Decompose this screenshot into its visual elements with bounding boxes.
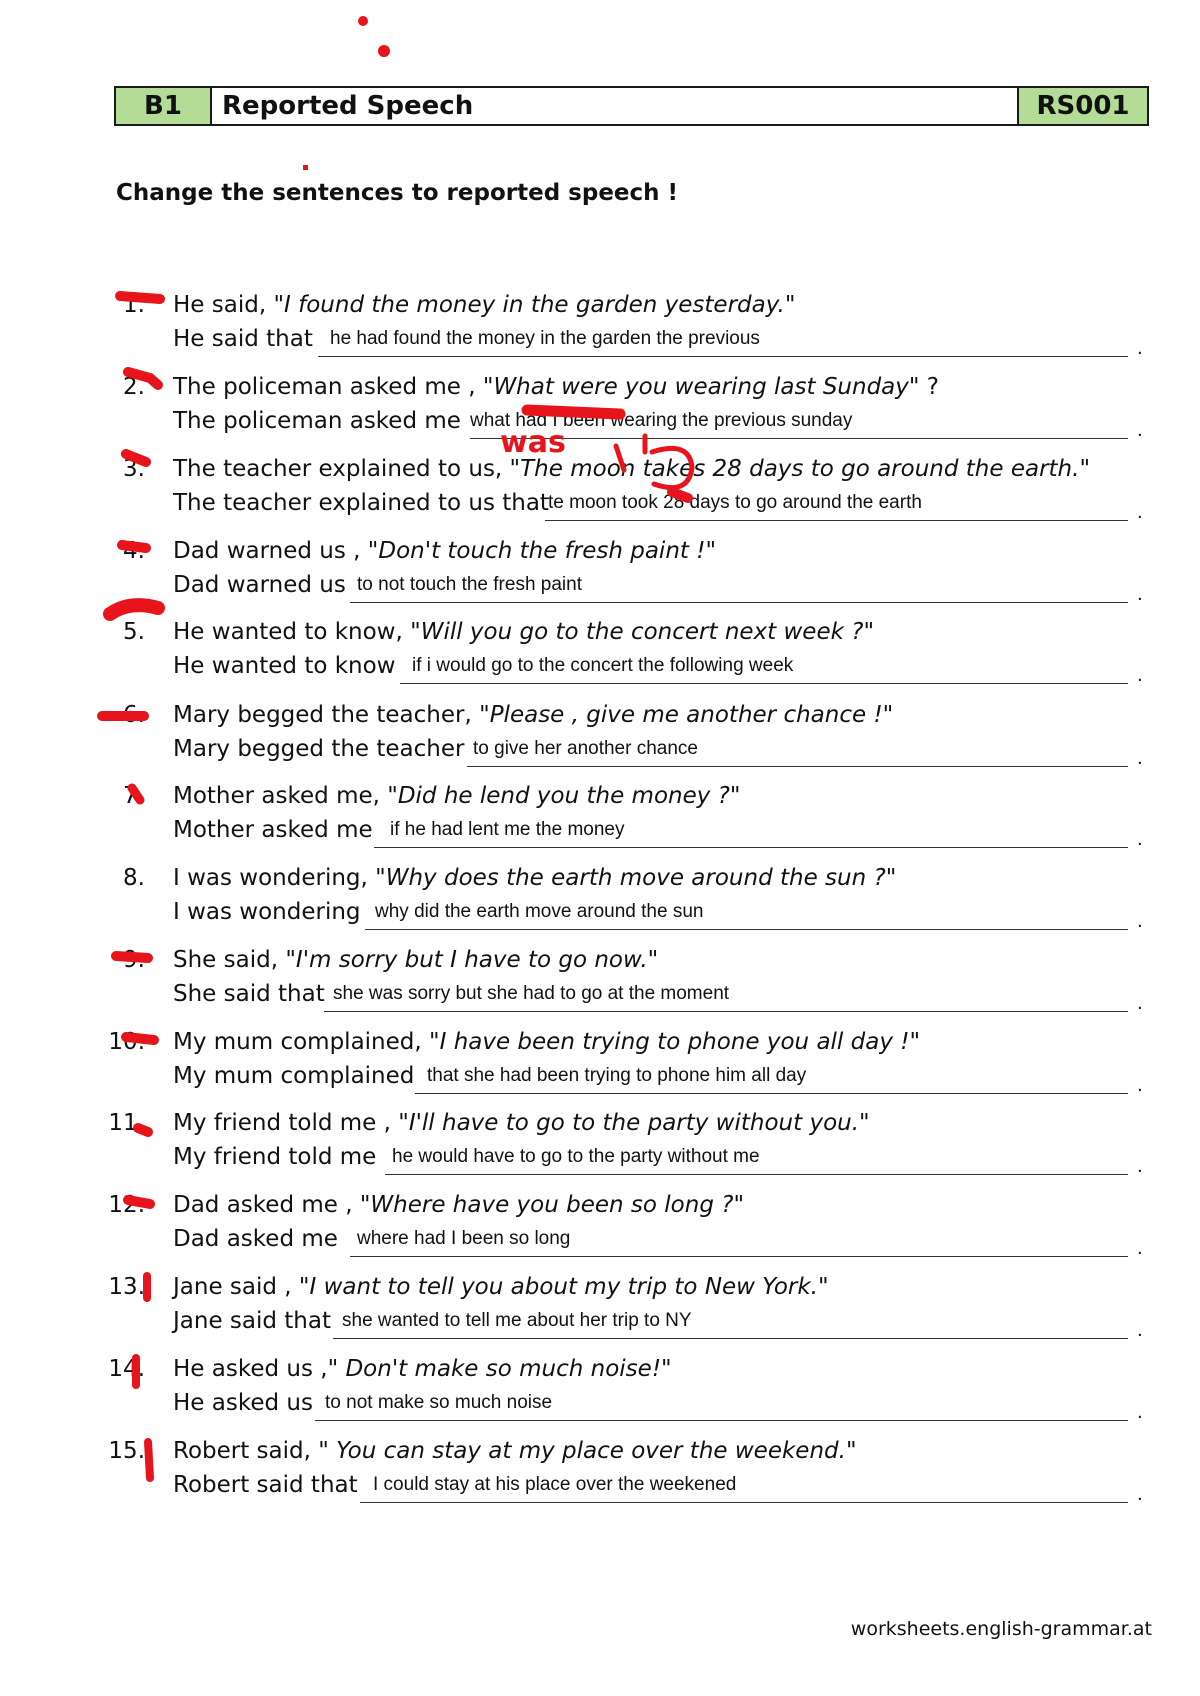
direct-speech <box>173 292 795 318</box>
prompt-intro: The teacher explained to us, " <box>173 456 521 482</box>
answer-text[interactable]: why did the earth move around the sun <box>375 901 704 922</box>
sentence-end: . <box>1137 1156 1143 1177</box>
prompt-close: " <box>817 1274 829 1300</box>
direct-speech <box>173 456 1090 482</box>
sentence-end: . <box>1137 1075 1143 1096</box>
answer-text[interactable]: he would have to go to the party without me <box>392 1146 760 1167</box>
reported-lead: My mum complained <box>173 1063 415 1089</box>
sentence-end: . <box>1137 502 1143 523</box>
question-item <box>0 855 1200 937</box>
question-number: 9. <box>123 947 145 973</box>
question-number: 5. <box>123 619 145 645</box>
answer-text[interactable]: that she had been trying to phone him all day <box>427 1065 807 1086</box>
prompt-intro: Dad warned us , " <box>173 538 379 564</box>
quoted-sentence: Why does the earth move around the sun ? <box>385 865 886 891</box>
prompt-close: " <box>863 619 875 645</box>
level-badge: B1 <box>116 88 212 124</box>
reported-lead: The teacher explained to us that <box>173 490 549 516</box>
prompt-intro: Jane said , " <box>173 1274 310 1300</box>
answer-text[interactable]: to give her another chance <box>473 738 698 759</box>
question-item <box>0 692 1200 774</box>
question-item <box>0 282 1200 364</box>
answer-text[interactable]: to not touch the fresh paint <box>357 574 582 595</box>
direct-speech <box>173 1192 744 1218</box>
prompt-intro: The policeman asked me , " <box>173 374 494 400</box>
answer-text[interactable]: I could stay at his place over the weekened <box>373 1474 737 1495</box>
sentence-end: . <box>1137 993 1143 1014</box>
reported-lead: The policeman asked me <box>173 408 461 434</box>
direct-speech <box>173 1274 829 1300</box>
answer-line[interactable] <box>400 683 1128 684</box>
sentence-end: . <box>1137 748 1143 769</box>
question-number: 4. <box>123 538 145 564</box>
question-number: 3. <box>123 456 145 482</box>
answer-line[interactable] <box>350 602 1128 603</box>
sentence-end: . <box>1137 1402 1143 1423</box>
quoted-sentence: The moon takes 28 days to go around the earth. <box>520 456 1080 482</box>
prompt-close: " <box>859 1110 870 1136</box>
question-number: 14. <box>108 1356 145 1382</box>
answer-line[interactable] <box>415 1093 1128 1094</box>
reported-lead: Dad warned us <box>173 572 346 598</box>
question-item <box>0 1346 1200 1428</box>
reported-lead: Mary begged the teacher <box>173 736 465 762</box>
prompt-intro: He asked us ," <box>173 1356 346 1382</box>
direct-speech <box>173 702 893 728</box>
quoted-sentence: I want to tell you about my trip to New York. <box>309 1274 818 1300</box>
answer-text[interactable]: to not make so much noise <box>325 1392 553 1413</box>
reported-lead: I was wondering <box>173 899 361 925</box>
quoted-sentence: Did he lend you the money ? <box>397 783 730 809</box>
question-item <box>0 528 1200 610</box>
ink-dot <box>378 45 390 57</box>
question-item <box>0 937 1200 1019</box>
prompt-close: " <box>733 1192 745 1218</box>
direct-speech <box>173 619 874 645</box>
answer-line[interactable] <box>350 1256 1128 1257</box>
sentence-end: . <box>1137 338 1143 359</box>
quoted-sentence: Please , give me another chance ! <box>489 702 883 728</box>
answer-text[interactable]: what had I been wearing the previous sunday <box>470 410 853 431</box>
worksheet-title: Reported Speech <box>212 88 1019 124</box>
answer-text[interactable]: she was sorry but she had to go at the moment <box>333 983 730 1004</box>
answer-line[interactable] <box>315 1420 1128 1421</box>
ink-dot <box>358 16 368 26</box>
answer-text[interactable]: where had I been so long <box>357 1228 571 1249</box>
question-number: 12. <box>108 1192 145 1218</box>
prompt-intro: My mum complained, " <box>173 1029 440 1055</box>
question-number: 10. <box>108 1029 145 1055</box>
worksheet-code: RS001 <box>1036 91 1130 121</box>
prompt-intro: I was wondering, " <box>173 865 386 891</box>
question-item <box>0 773 1200 855</box>
quoted-sentence: I'll have to go to the party without you. <box>408 1110 860 1136</box>
prompt-intro: My friend told me , " <box>173 1110 409 1136</box>
answer-line[interactable] <box>365 929 1128 930</box>
prompt-close: " <box>784 292 796 318</box>
question-item <box>0 1428 1200 1510</box>
answer-text[interactable]: she wanted to tell me about her trip to NY <box>342 1310 692 1331</box>
question-number: 8. <box>123 865 145 891</box>
quoted-sentence: You can stay at my place over the weekend. <box>336 1438 846 1464</box>
instruction: Change the sentences to reported speech ! <box>116 180 679 206</box>
question-item <box>0 446 1200 528</box>
sentence-end: . <box>1137 420 1143 441</box>
prompt-intro: Dad asked me , " <box>173 1192 371 1218</box>
sentence-end: . <box>1137 665 1143 686</box>
answer-line[interactable] <box>385 1174 1128 1175</box>
question-item <box>0 1264 1200 1346</box>
prompt-close: " ? <box>908 374 939 400</box>
prompt-intro: He wanted to know, " <box>173 619 421 645</box>
reported-lead: Jane said that <box>173 1308 332 1334</box>
ink-dot <box>303 165 308 170</box>
direct-speech <box>173 1356 672 1382</box>
quoted-sentence: Don't touch the fresh paint ! <box>378 538 706 564</box>
question-number: 2. <box>123 374 145 400</box>
reported-lead: He said that <box>173 326 313 352</box>
answer-line[interactable] <box>360 1502 1128 1503</box>
reported-lead: He asked us <box>173 1390 313 1416</box>
prompt-close: " <box>882 702 894 728</box>
sentence-end: . <box>1137 829 1143 850</box>
quoted-sentence: I have been trying to phone you all day ! <box>439 1029 910 1055</box>
question-item <box>0 1019 1200 1101</box>
sentence-end: . <box>1137 1238 1143 1259</box>
question-item <box>0 1100 1200 1182</box>
reported-lead: Dad asked me <box>173 1226 338 1252</box>
answer-line[interactable] <box>324 1011 1128 1012</box>
quoted-sentence: Will you go to the concert next week ? <box>420 619 864 645</box>
direct-speech <box>173 865 896 891</box>
answer-text[interactable]: if he had lent me the money <box>390 819 625 840</box>
question-number: 6. <box>123 702 145 728</box>
question-number: 13. <box>108 1274 145 1300</box>
prompt-close: " <box>909 1029 921 1055</box>
prompt-close: " <box>885 865 897 891</box>
ink-correction: was <box>500 425 566 460</box>
reported-lead: He wanted to know <box>173 653 396 679</box>
sentence-end: . <box>1137 1320 1143 1341</box>
direct-speech <box>173 947 658 973</box>
reported-lead: My friend told me <box>173 1144 377 1170</box>
direct-speech <box>173 1029 920 1055</box>
answer-line[interactable] <box>333 1338 1128 1339</box>
question-item <box>0 609 1200 691</box>
prompt-close: " <box>661 1356 672 1382</box>
prompt-intro: He said, " <box>173 292 285 318</box>
question-item <box>0 364 1200 446</box>
prompt-intro: Mother asked me, " <box>173 783 398 809</box>
sentence-end: . <box>1137 1484 1143 1505</box>
prompt-close: " <box>729 783 741 809</box>
answer-line[interactable] <box>470 438 1128 439</box>
quoted-sentence: I found the money in the garden yesterday. <box>284 292 785 318</box>
answer-text[interactable]: te moon took 28 days to go around the earth <box>548 492 922 513</box>
direct-speech <box>173 374 939 400</box>
sentence-end: . <box>1137 584 1143 605</box>
question-item <box>0 1182 1200 1264</box>
prompt-close: " <box>705 538 717 564</box>
question-number: 1. <box>123 292 145 318</box>
direct-speech <box>173 783 740 809</box>
answer-line[interactable] <box>467 766 1128 767</box>
question-number: 7. <box>123 783 145 809</box>
prompt-close: " <box>647 947 659 973</box>
quoted-sentence: Don't make so much noise! <box>345 1356 662 1382</box>
quoted-sentence: I'm sorry but I have to go now. <box>295 947 648 973</box>
quoted-sentence: What were you wearing last Sunday <box>493 374 909 400</box>
direct-speech <box>173 538 716 564</box>
quoted-sentence: Where have you been so long ? <box>370 1192 734 1218</box>
footer-url: worksheets.english-grammar.at <box>850 1618 1152 1640</box>
worksheet-header <box>114 86 1149 126</box>
prompt-intro: Mary begged the teacher, " <box>173 702 490 728</box>
answer-text[interactable]: if i would go to the concert the following week <box>412 655 794 676</box>
question-number: 11. <box>108 1110 145 1136</box>
answer-text[interactable]: he had found the money in the garden the previous <box>330 328 760 349</box>
answer-line[interactable] <box>318 356 1128 357</box>
reported-lead: Mother asked me <box>173 817 373 843</box>
prompt-close: " <box>845 1438 857 1464</box>
prompt-intro: Robert said, " <box>173 1438 337 1464</box>
question-number: 15. <box>108 1438 145 1464</box>
answer-line[interactable] <box>545 520 1128 521</box>
answer-line[interactable] <box>374 847 1128 848</box>
direct-speech <box>173 1110 870 1136</box>
prompt-intro: She said, " <box>173 947 296 973</box>
direct-speech <box>173 1438 857 1464</box>
reported-lead: She said that <box>173 981 325 1007</box>
prompt-close: " <box>1079 456 1091 482</box>
reported-lead: Robert said that <box>173 1472 358 1498</box>
sentence-end: . <box>1137 911 1143 932</box>
